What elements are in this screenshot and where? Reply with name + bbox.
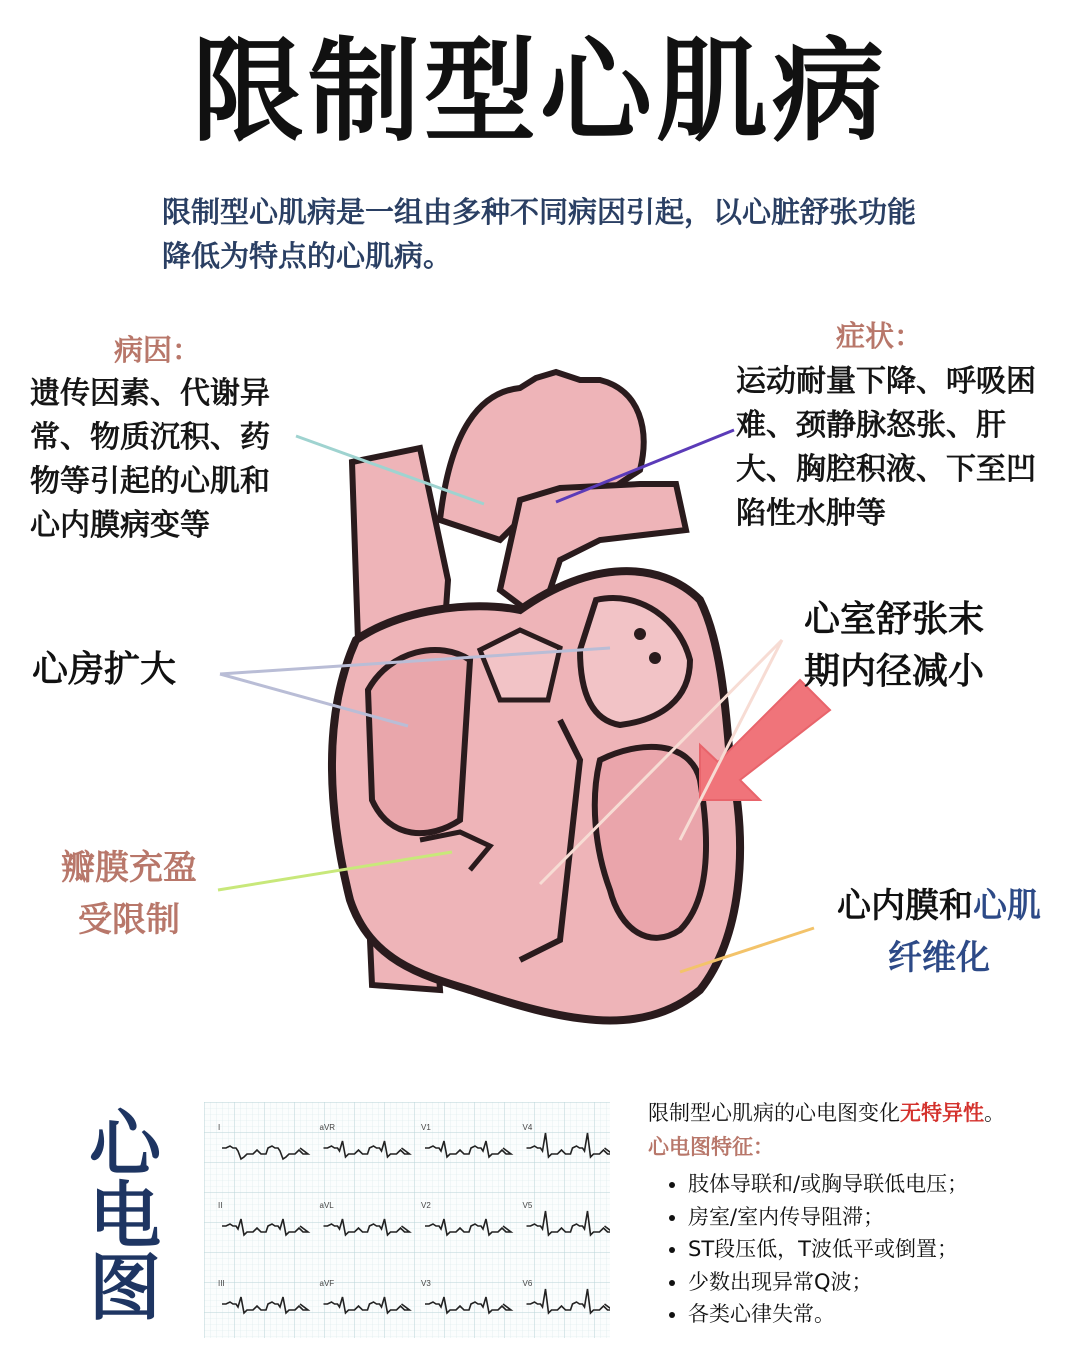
ecg-feature-item: • 少数出现异常Q波；: [688, 1266, 1068, 1299]
ecg-lead-label: I: [218, 1123, 221, 1132]
ecg-lead-label: aVR: [319, 1123, 336, 1132]
ecg-strip: [204, 1102, 610, 1338]
ecg-lead-label: V4: [522, 1123, 533, 1132]
ecg-feature-item: • 房室/室内传导阻滞；: [688, 1201, 1068, 1234]
ecg-summary-highlight: 无特异性: [900, 1101, 984, 1125]
ecg-lead-label: aVL: [319, 1201, 334, 1210]
label-fibrosis-part-b: 心肌纤维化: [888, 886, 1041, 978]
symptoms-text: 运动耐量下降、呼吸困难、颈静脉怒张、肝大、胸腔积液、下至凹陷性水肿等: [736, 364, 1036, 531]
label-ventricle-diameter: 心室舒张末期内径减小: [804, 599, 985, 692]
ecg-vertical-title: 心电图: [88, 1102, 161, 1330]
ecg-features-heading: 心电图特征：: [648, 1135, 774, 1159]
ecg-lead-label: II: [218, 1201, 223, 1210]
label-atria-enlarged: 心房扩大: [32, 649, 177, 690]
ecg-info: [648, 1096, 1068, 1331]
cause-text: 遗传因素、代谢异常、物质沉积、药物等引起的心肌和心内膜病变等: [30, 376, 270, 543]
ecg-lead-label: V6: [522, 1279, 533, 1288]
ecg-feature-list: [648, 1168, 1068, 1331]
page-title: 限制型心肌病: [192, 27, 888, 157]
label-fibrosis: [824, 880, 1054, 984]
symptoms-heading: 症状：: [836, 319, 924, 353]
ecg-summary-prefix: 限制型心肌病的心电图变化: [648, 1101, 900, 1125]
ecg-feature-item: • 各类心律失常。: [688, 1298, 1068, 1331]
cause-heading: 病因：: [114, 333, 202, 367]
ecg-lead-label: V5: [522, 1201, 533, 1210]
right-atrium: [368, 650, 470, 833]
ecg-feature-item: • 肢体导联和/或胸导联低电压；: [688, 1168, 1068, 1201]
ecg-feature-item: • ST段压低，T波低平或倒置；: [688, 1233, 1068, 1266]
intro-text: 限制型心肌病是一组由多种不同病因引起，以心脏舒张功能降低为特点的心肌病。: [162, 195, 917, 273]
ecg-lead-label: III: [218, 1279, 225, 1288]
ecg-lead-label: aVF: [319, 1279, 335, 1288]
ecg-summary: [648, 1096, 1068, 1130]
ecg-lead-label: V1: [421, 1123, 431, 1132]
label-fibrosis-part-a: 心内膜和: [837, 886, 973, 926]
ecg-summary-suffix: 。: [984, 1101, 1005, 1125]
ecg-lead-label: V2: [421, 1201, 431, 1210]
ecg-lead-label: V3: [421, 1279, 431, 1288]
label-valve-filling: 瓣膜充盈受限制: [61, 848, 197, 940]
